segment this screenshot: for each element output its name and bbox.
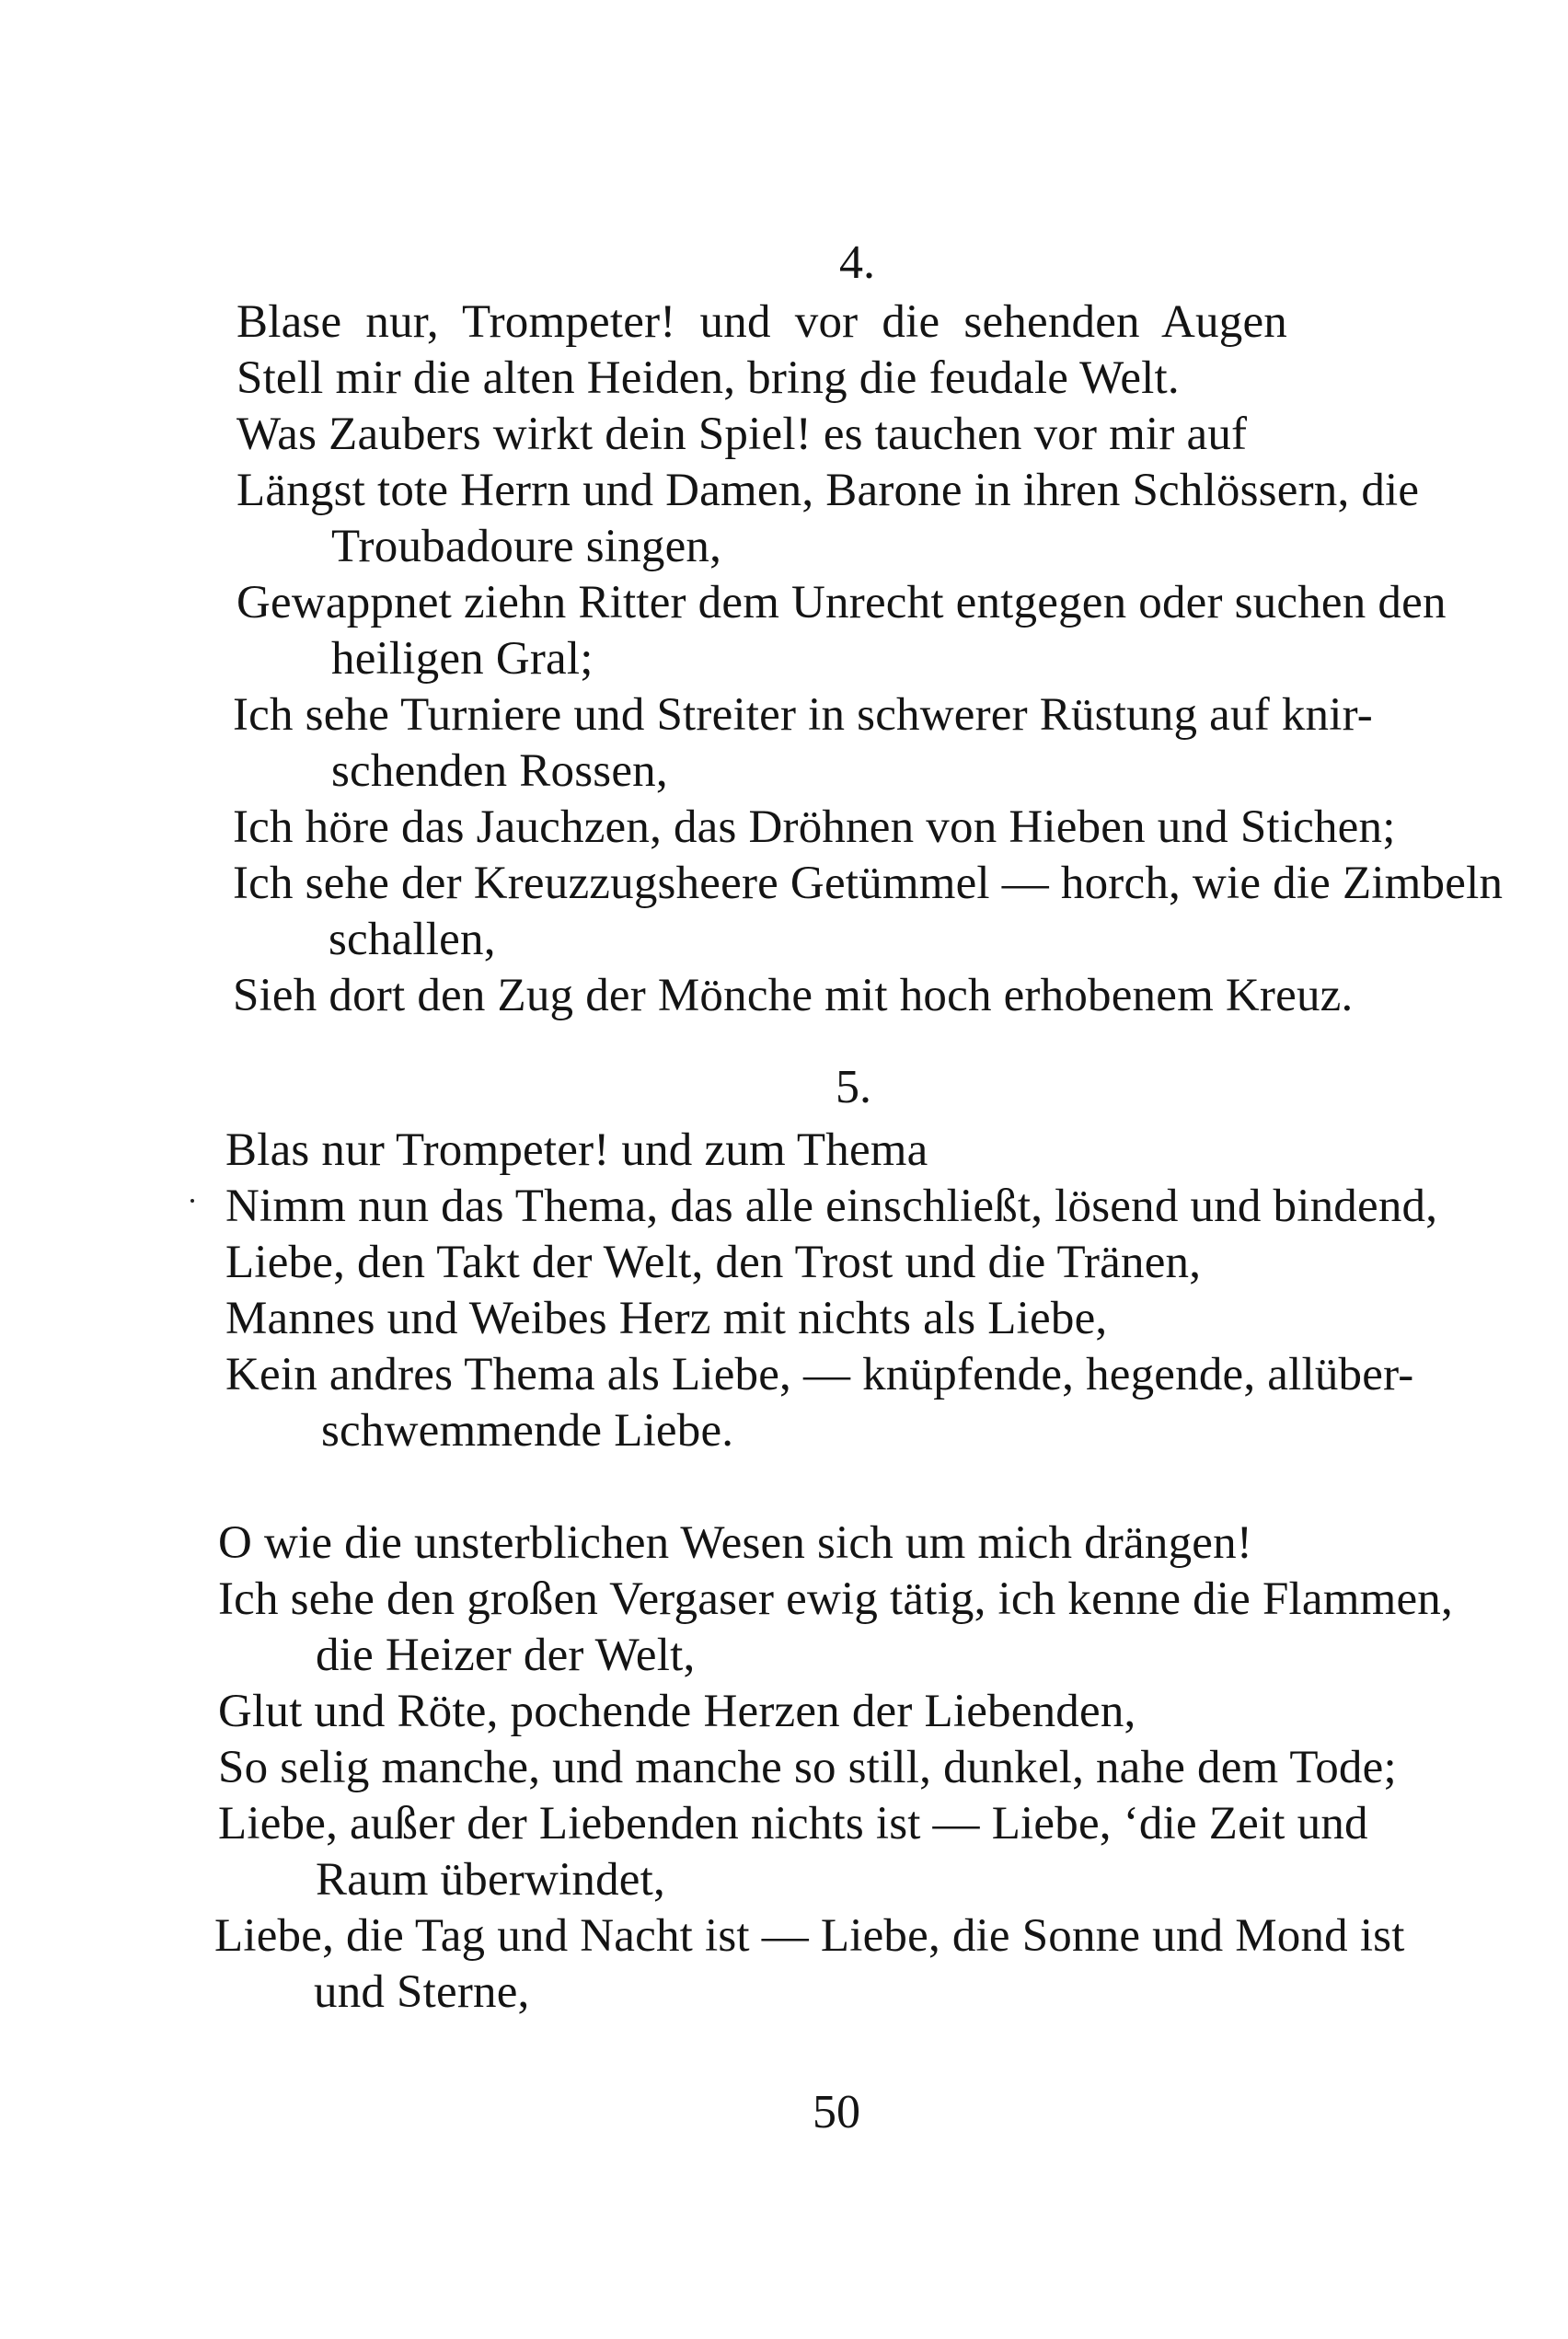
verse-line-continuation: und Sterne, [314, 1966, 530, 2018]
verse-line: Liebe, außer der Liebenden nichts ist — Liebe, ‘die Zeit und [218, 1798, 1368, 1849]
section-number-5: 5. [836, 1061, 871, 1113]
verse-line: Blase nur, Trompeter! und vor die sehenden Augen [236, 296, 1287, 348]
page-number: 50 [813, 2086, 860, 2138]
verse-line: O wie die unsterblichen Wesen sich um mich drängen! [218, 1517, 1253, 1569]
verse-line: Sieh dort den Zug der Mönche mit hoch erhobenem Kreuz. [233, 970, 1354, 1021]
verse-line: Kein andres Thema als Liebe, — knüpfende, hegende, allüber- [225, 1349, 1414, 1400]
verse-line: Stell mir die alten Heiden, bring die feudale Welt. [236, 352, 1180, 404]
verse-line: Ich sehe den großen Vergaser ewig tätig, ich kenne die Flammen, [218, 1573, 1453, 1625]
verse-line: Was Zaubers wirkt dein Spiel! es tauchen vor mir auf [236, 409, 1248, 460]
verse-line-continuation: Troubadoure singen, [331, 521, 722, 572]
verse-line-continuation: Raum überwindet, [316, 1854, 665, 1906]
verse-line: Gewappnet ziehn Ritter dem Unrecht entgegen oder suchen den [236, 577, 1447, 628]
verse-line: Ich sehe Turniere und Streiter in schwerer Rüstung auf knir- [233, 689, 1373, 741]
verse-line: Nimm nun das Thema, das alle einschließt, lösend und bindend, [225, 1181, 1438, 1232]
verse-line-continuation: heiligen Gral; [331, 633, 594, 685]
verse-line: Glut und Röte, pochende Herzen der Liebenden, [218, 1686, 1136, 1737]
verse-line-continuation: schallen, [329, 914, 496, 965]
verse-line: So selig manche, und manche so still, dunkel, nahe dem Tode; [218, 1742, 1397, 1793]
verse-line-continuation: die Heizer der Welt, [316, 1630, 696, 1681]
margin-mark [190, 1199, 194, 1203]
verse-line: Blas nur Trompeter! und zum Thema [225, 1124, 928, 1176]
verse-line-continuation: schwemmende Liebe. [321, 1405, 734, 1457]
verse-line: Liebe, die Tag und Nacht ist — Liebe, die Sonne und Mond ist [214, 1910, 1405, 1962]
verse-line: Längst tote Herrn und Damen, Barone in ihren Schlössern, die [236, 465, 1420, 516]
verse-line: Ich sehe der Kreuzzugsheere Getümmel — horch, wie die Zimbeln [233, 858, 1504, 909]
verse-line: Liebe, den Takt der Welt, den Trost und die Tränen, [225, 1237, 1202, 1288]
section-number-4: 4. [839, 236, 875, 289]
verse-line-continuation: schenden Rossen, [331, 745, 668, 797]
verse-line: Mannes und Weibes Herz mit nichts als Liebe, [225, 1293, 1108, 1344]
verse-line: Ich höre das Jauchzen, das Dröhnen von Hieben und Stichen; [233, 801, 1396, 853]
